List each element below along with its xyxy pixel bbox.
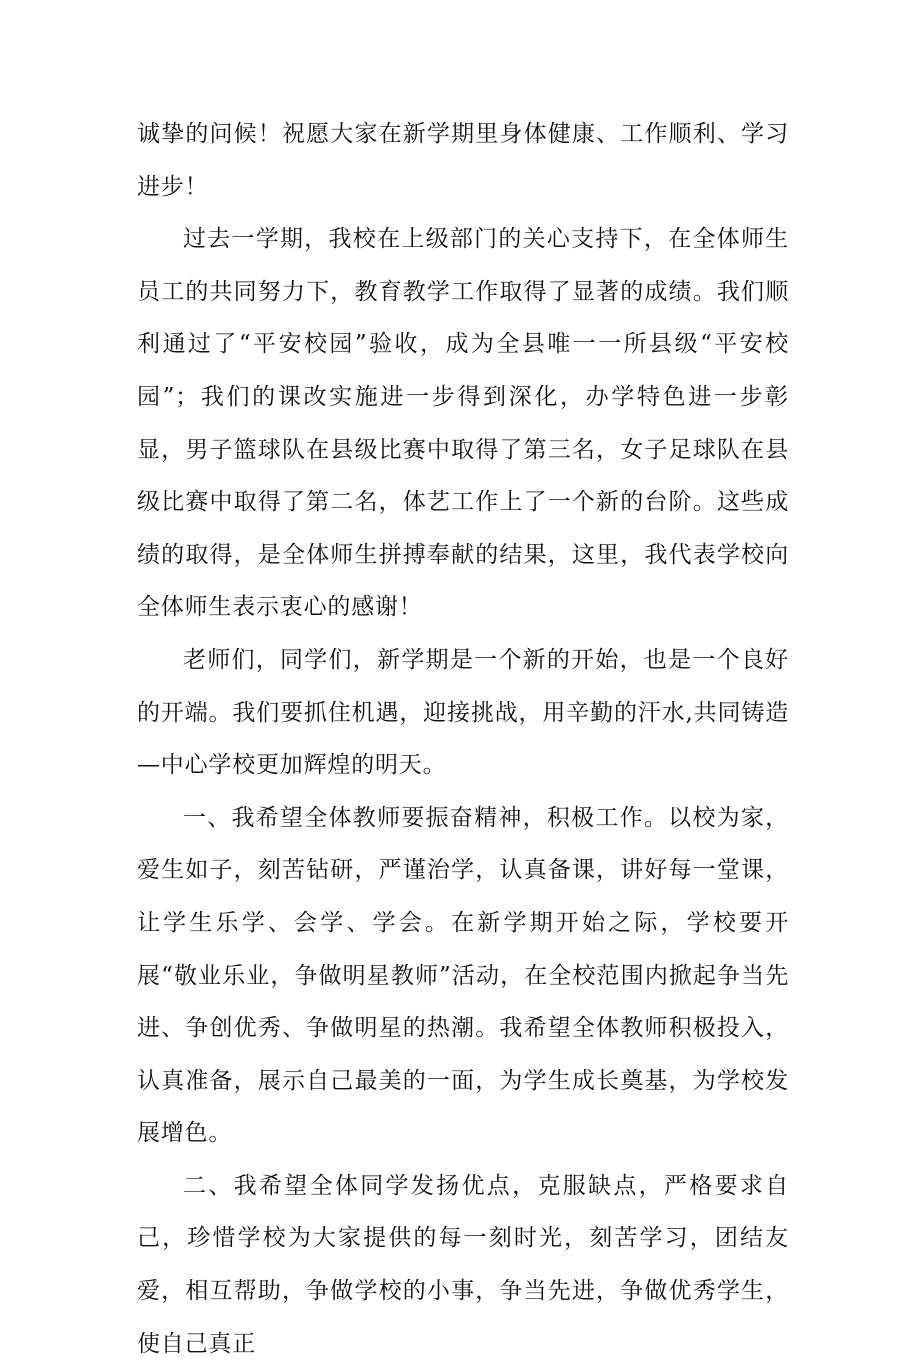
paragraph-greeting: 诚挚的问候！祝愿大家在新学期里身体健康、工作顺利、学习进步！: [137, 121, 789, 200]
paragraph-achievements: 过去一学期，我校在上级部门的关心支持下，在全体师生员工的共同努力下，教育教学工作取得了显著的成绩。我们顺利通过了“平安校园”验收，成为全县唯一一所县级“平安校园”；我们的课改实施进一步得到深化，办学特色进一步彰显，男子篮球队在县级比赛中取得了第三名，女子足球队在县级比赛中取得了第二名，体艺工作上了一个新的台阶。这些成绩的取得，是全体师生拼搏奉献的结果，这里，我代表学校向全体师生表示衷心的感谢！: [137, 226, 789, 621]
paragraph-new-semester: 老师们，同学们，新学期是一个新的开始，也是一个良好的开端。我们要抓住机遇，迎接挑战，用辛勤的汗水,共同铸造—中心学校更加辉煌的明天。: [137, 646, 789, 779]
paragraph-students-hope: 二、我希望全体同学发扬优点，克服缺点，严格要求自己，珍惜学校为大家提供的每一刻时光，刻苦学习，团结友爱，相互帮助，争做学校的小事，争当先进，争做优秀学生，使自己真正: [137, 1172, 789, 1357]
document-body: [137, 108, 789, 1370]
paragraph-teachers-hope: 一、我希望全体教师要振奋精神，积极工作。以校为家，爱生如子，刻苦钻研，严谨治学，认真备课，讲好每一堂课，让学生乐学、会学、学会。在新学期开始之际，学校要开展“敬业乐业，争做明星教师”活动，在全校范围内掀起争当先进、争创优秀、争做明星的热潮。我希望全体教师积极投入，认真准备，展示自己最美的一面，为学生成长奠基，为学校发展增色。: [137, 804, 789, 1147]
